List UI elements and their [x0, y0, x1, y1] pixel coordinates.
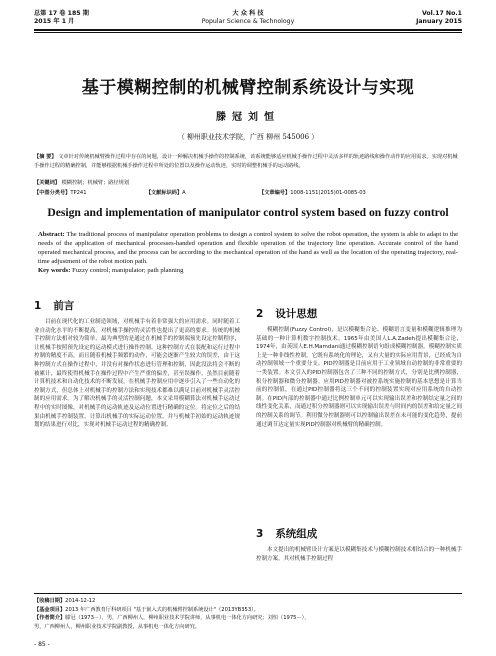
- classification-row: [34, 189, 462, 198]
- footnote-fund: [34, 606, 462, 615]
- section-1-number: 1: [34, 300, 42, 312]
- fund-value: 2013 年广西教育厅科研项目 "基于嵌入式的机械臂控制系统设计"（2013YB353）。: [65, 606, 259, 613]
- footnote-author-cont: 男，广西柳州人，柳州职业技术学院副教授，从事机电一体化方向研究。: [34, 623, 201, 630]
- paper-authors: 滕冠刘恒: [216, 112, 280, 123]
- section-3-body: 本文提出的机械臂设计方案是以模糊集技术与模糊控制技术相结合的一种机械手控制方案。其对机械手控制过程: [256, 547, 462, 562]
- footnote-received: [34, 597, 462, 606]
- clc-value: TP241: [70, 190, 87, 196]
- journal-volume: [416, 10, 462, 26]
- section-2-title: 设计思想: [275, 308, 318, 320]
- section-3-title: 系统组成: [275, 528, 318, 540]
- volume-date: January 2015: [416, 18, 462, 25]
- section-1-heading: [34, 298, 74, 313]
- author-affiliation: （ 柳州职业技术学院，广西 柳州 545006 ）: [177, 133, 319, 141]
- header-rule-thin: [34, 32, 462, 33]
- journal-name-cn: 大 众 科 技: [232, 10, 264, 17]
- section-2-body: 模糊控制(Fuzzy Control)，是以模糊集合论、模糊语言变量和模糊逻辑推理为基础的一种计算机数字控制技术。1965年由美国人L.A.Zadeh提出模糊集合论，1974年，由英国人E.H.Mamdani通过模糊控制语句组成模糊控制器，模糊控制实质上是一种非线性控制，它既有系统化的理论，又有大量的实际应用背景，已经成为自动控制领域一个重要分支。PID控制器是目前应用于工业领域自动控制的非常重要的一类装置。本文引入的PID控制器包含了三种不同的控制方式，分别是比例控制器、积分控制器和微分控制器。应用PID控制器对被控系统实施控制的基本思想是计算当前的控制值，在通过PID控制器将这三个不同的控制装置实现对应用系统的自动控制。在PID内部的控制器中通过比例控制单元可以实现输出误差和控制结定量之间的线性变化关系，而通过积分控制器则可以实现输出误差与时间内的误差和给定量之间的控制关系的调节。利用微分控制器则可以控制输出误差在未可能的变化趋势，提前通过调节达定量实现PID控制器对机械臂的精确控制。: [256, 327, 462, 428]
- keywords-cn-text: 模糊控制；机械臂；路径规划: [61, 180, 130, 186]
- fund-label: 【基金项目】: [34, 606, 66, 613]
- issue-volume: 总第 17 卷 185 期: [34, 10, 89, 17]
- received-label: 【收稿日期】: [34, 598, 66, 604]
- keywords-en-label: Key words:: [38, 267, 71, 274]
- abstract-en-text: The traditional process of manipulator operation problems to design a control system to solve the robot operation, the system is able to adapt to the needs of the application of mechanical processes-handed operation and flexible operation of the trajectory line operation. Accurate control of the hand operated mechanical process, and the process can be according to the mechanical operation of the hand as well as the location of the operating trajectory, real-time adjustment of the robot motion path.: [38, 231, 458, 265]
- abstract-en-label: Abstract:: [38, 231, 65, 238]
- page-number: - 85 -: [34, 641, 50, 648]
- paper-title-en: Design and implementation of manipulator control system based on fuzzy control: [47, 206, 449, 219]
- section-3-number: 3: [256, 528, 264, 540]
- clc-label: 【中图分类号】: [34, 190, 71, 196]
- volume-number: Vol.17 No.1: [421, 10, 462, 17]
- author-bio-value: 滕冠（1973－），男，广西柳州人，柳州职业技术学院讲师，从事机电一体化方向研究；刘恒（1975－），: [65, 615, 310, 621]
- footnote-author: [34, 614, 462, 623]
- footnotes: [34, 597, 462, 631]
- keywords-en-text: Fuzzy control; manipulator; path planning: [72, 267, 184, 274]
- article-id-label: 【文章编号】: [259, 190, 291, 196]
- received-value: 2014-12-12: [65, 598, 96, 604]
- keywords-cn-label: 【关键词】: [34, 180, 60, 186]
- abstract-cn-text: 文章针对传统机械臂操作过程中存在的问题，设计一种解决机械手操作的控制系统，该系统能够适应机械手操作过程中灵活多样的轨迹路线和操作动作的应用需求。实现对机械手操作过程的精确控制，并能够根据机械手操作过程中所处的位置以及操作运动轨迹，实时的调整机械手的运动路线。: [34, 154, 458, 169]
- keywords-cn: [34, 179, 462, 188]
- paper-title: 基于模糊控制的机械臂控制系统设计与实现: [81, 78, 415, 98]
- journal-name-en: Popular Science & Technology: [201, 18, 295, 25]
- section-1-title: 前言: [53, 300, 75, 312]
- section-3-heading: [256, 526, 317, 541]
- footnote-rule: [34, 593, 462, 594]
- author-bio-label: 【作者简介】: [34, 615, 66, 621]
- abstract-cn-label: 【摘 要】: [34, 154, 57, 160]
- abstract-en: [38, 230, 458, 275]
- abstract-cn: [34, 153, 462, 170]
- section-1-body: 目前在现代化的工业制造领域，对机械手有着非常强大的应用需求。同时随着工业自动化水平的不断提高，对机械手操控的灵活性也提出了更高的要求。传统的机械手控制方法相对较为简单，最为典型的是通过在机械手的控制端预先设定控制程序，让机械手按照预先设定的运动模式进行操作控制。这种控制方式在装配和运行过程中控制的精度不高，而且随着机械手频繁的动作，可能会逐渐产生较大的误差，由于这种控制方式在操作过程中，并没有对操作状态进行管理和控制，因此没法将会不断的被累计，最终使得机械手在操作过程中产生严重的偏差，甚至误操作。虽然目前随着计算机技术和自动化技术的不断发展，在机械手控制应用中逐步引入了一些自动化的控制方式，但总体上对机械手的控制方法和实现技术都难以满足目前对机械手灵活控制的应用需求。为了解决机械手的灵活控制问题，本文采用模糊算法对机械手运动过程中的实时图像，对机械手的运动轨迹及运动位置进行精确的定位。将定位之后的结果由机械手控制装置，计算出机械手的实际运动位置，并与机械手初始的运动轨迹规划的结果进行对比，实现对机械手运动过程的精确控制。: [34, 319, 240, 429]
- doc-code-value: A: [182, 190, 186, 196]
- article-id-value: 1008-1151(2015)01-0085-03: [290, 190, 366, 196]
- section-2-number: 2: [256, 308, 264, 320]
- section-2-heading: [256, 306, 317, 321]
- header-rule: [34, 29, 462, 31]
- issue-date: 2015 年 1 月: [34, 18, 75, 25]
- doc-code-label: 【文献标识码】: [145, 190, 183, 196]
